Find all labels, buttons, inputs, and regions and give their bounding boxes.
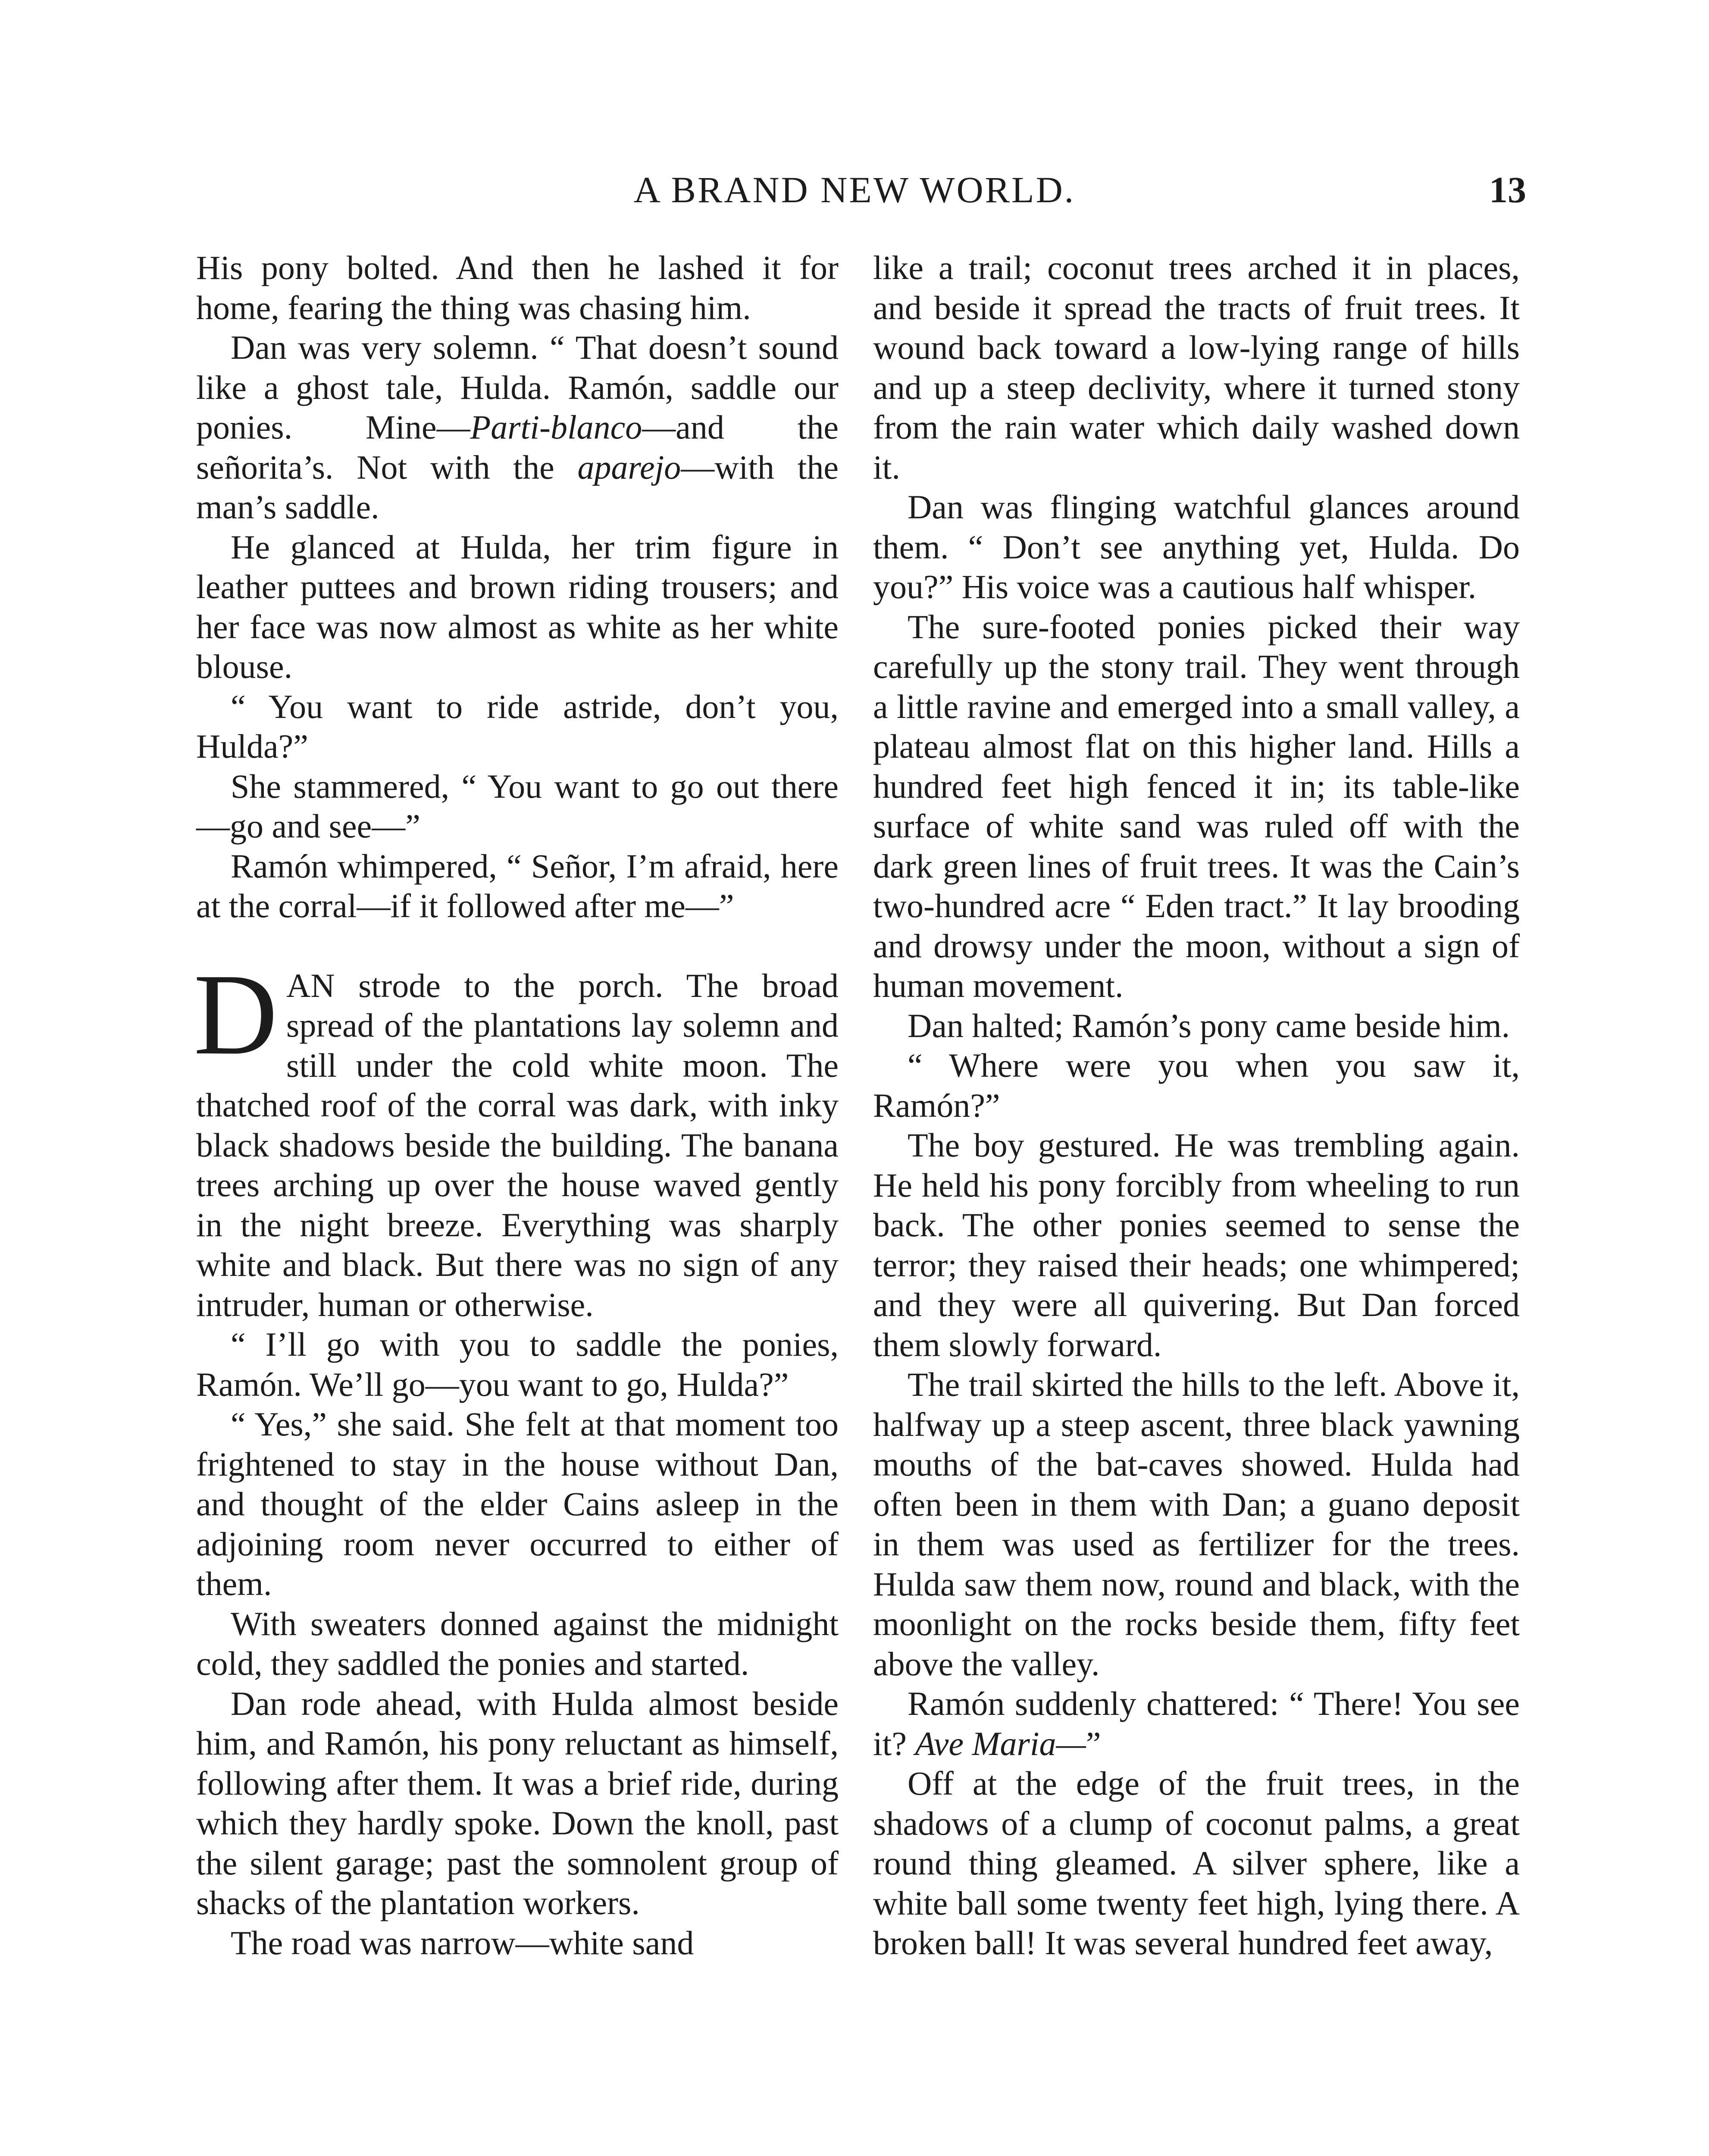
paragraph: With sweaters donned against the midnight cold, they saddled the ponies and started. (196, 1604, 839, 1682)
paragraph: Ramón whimpered, “ Señor, I’m afraid, here at the corral—if it followed after me—” (196, 847, 839, 924)
page-number: 13 (1489, 169, 1526, 210)
paragraph: The road was narrow—white sand (231, 1924, 694, 1962)
paragraph: “ Where were you when you saw it, Ramón?” (873, 1047, 1520, 1124)
paragraph: Dan halted; Ramón’s pony came beside him. (908, 1006, 1510, 1044)
text-run: Dan was very solemn. “ That doesn’t sound like a ghost tale, Hulda. Ramón, saddle our ponies. Mine— (196, 329, 839, 446)
paragraph: His pony bolted. And then he lashed it for home, fearing the thing was chasing him. (196, 249, 839, 326)
left-column (196, 248, 839, 1963)
paragraph: The trail skirted the hills to the left. Above it, halfway up a steep ascent, three black yawning mouths of the bat-caves showed. Hulda had often been in them with Dan; a guano deposit in them was used as fertilizer for the trees. Hulda saw them now, round and black, with the moonlight on the rocks beside them, fifty feet above the valley. (873, 1366, 1520, 1683)
text-run: —with the man’s saddle. (196, 448, 839, 526)
text-run: AN strode to the porch. The broad spread of the plantations lay solemn and still under the cold white moon. The thatched roof of the corral was dark, with inky black shadows beside the building. The banana trees arching up over the house waved gently in the night breeze. Everything was sharply white and black. But there was no sign of any intruder, human or otherwise. (196, 966, 839, 1323)
drop-cap: D (194, 950, 278, 1079)
italic-text: Ave Maria— (915, 1724, 1086, 1762)
paragraph: The sure-footed ponies picked their way carefully up the stony trail. They went through a little ravine and emerged into a small valley, a plateau almost flat on this higher land. Hills a hundred feet high fenced it in; its table-like surface of white sand was ruled off with the dark green lines of fruit trees. It was the Cain’s two-hundred acre “ Eden tract.” It lay brooding and drowsy under the moon, without a sign of human movement. (873, 608, 1520, 1004)
paragraph: like a trail; coconut trees arched it in places, and beside it spread the tracts of fruit trees. It wound back toward a low-lying range of hills and up a steep declivity, where it turned stony from the rain water which daily washed down it. (873, 249, 1520, 486)
text-run: Ramón suddenly chattered: “ There! You see it? (873, 1685, 1520, 1762)
running-title: A BRAND NEW WORLD. (633, 169, 1076, 210)
paragraph: Off at the edge of the fruit trees, in the shadows of a clump of coconut palms, a great round thing gleamed. A silver sphere, like a white ball some twenty feet high, lying there. A broken ball! It was several hundred feet away, (873, 1764, 1520, 1962)
text-run: ” (1086, 1724, 1101, 1762)
text-run: —and the señorita’s. Not with the (196, 408, 839, 486)
paragraph (196, 328, 839, 527)
paragraph: “ You want to ride astride, don’t you, Hulda?” (196, 687, 839, 765)
paragraph: The boy gestured. He was trembling again. He held his pony forcibly from wheeling to run back. The other ponies seemed to sense the terror; they raised their heads; one whimpered; and they were all quivering. But Dan forced them slowly forward. (873, 1126, 1520, 1363)
right-column (873, 248, 1520, 1963)
italic-text: aparejo (577, 448, 681, 486)
paragraph: Dan was flinging watchful glances around them. “ Don’t see anything yet, Hulda. Do you?” His voice was a cautious half whisper. (873, 488, 1520, 605)
paragraph (873, 1684, 1520, 1764)
paragraph: “ Yes,” she said. She felt at that moment too frightened to stay in the house without Dan, and thought of the elder Cains asleep in the adjoining room never occurred to either of them. (196, 1405, 839, 1602)
paragraph: She stammered, “ You want to go out there—go and see—” (196, 767, 839, 845)
section-paragraph (194, 950, 839, 1325)
paragraph: He glanced at Hulda, her trim figure in leather puttees and brown riding trousers; and her face was now almost as white as her white blouse. (196, 528, 839, 685)
italic-text: Parti-blanco (470, 408, 642, 446)
paragraph: Dan rode ahead, with Hulda almost beside him, and Ramón, his pony reluctant as himself, following after them. It was a brief ride, during which they hardly spoke. Down the knoll, past the silent garage; past the somnolent group of shacks of the plantation workers. (196, 1684, 839, 1921)
paragraph: “ I’ll go with you to saddle the ponies, Ramón. We’ll go—you want to go, Hulda?” (196, 1326, 839, 1403)
